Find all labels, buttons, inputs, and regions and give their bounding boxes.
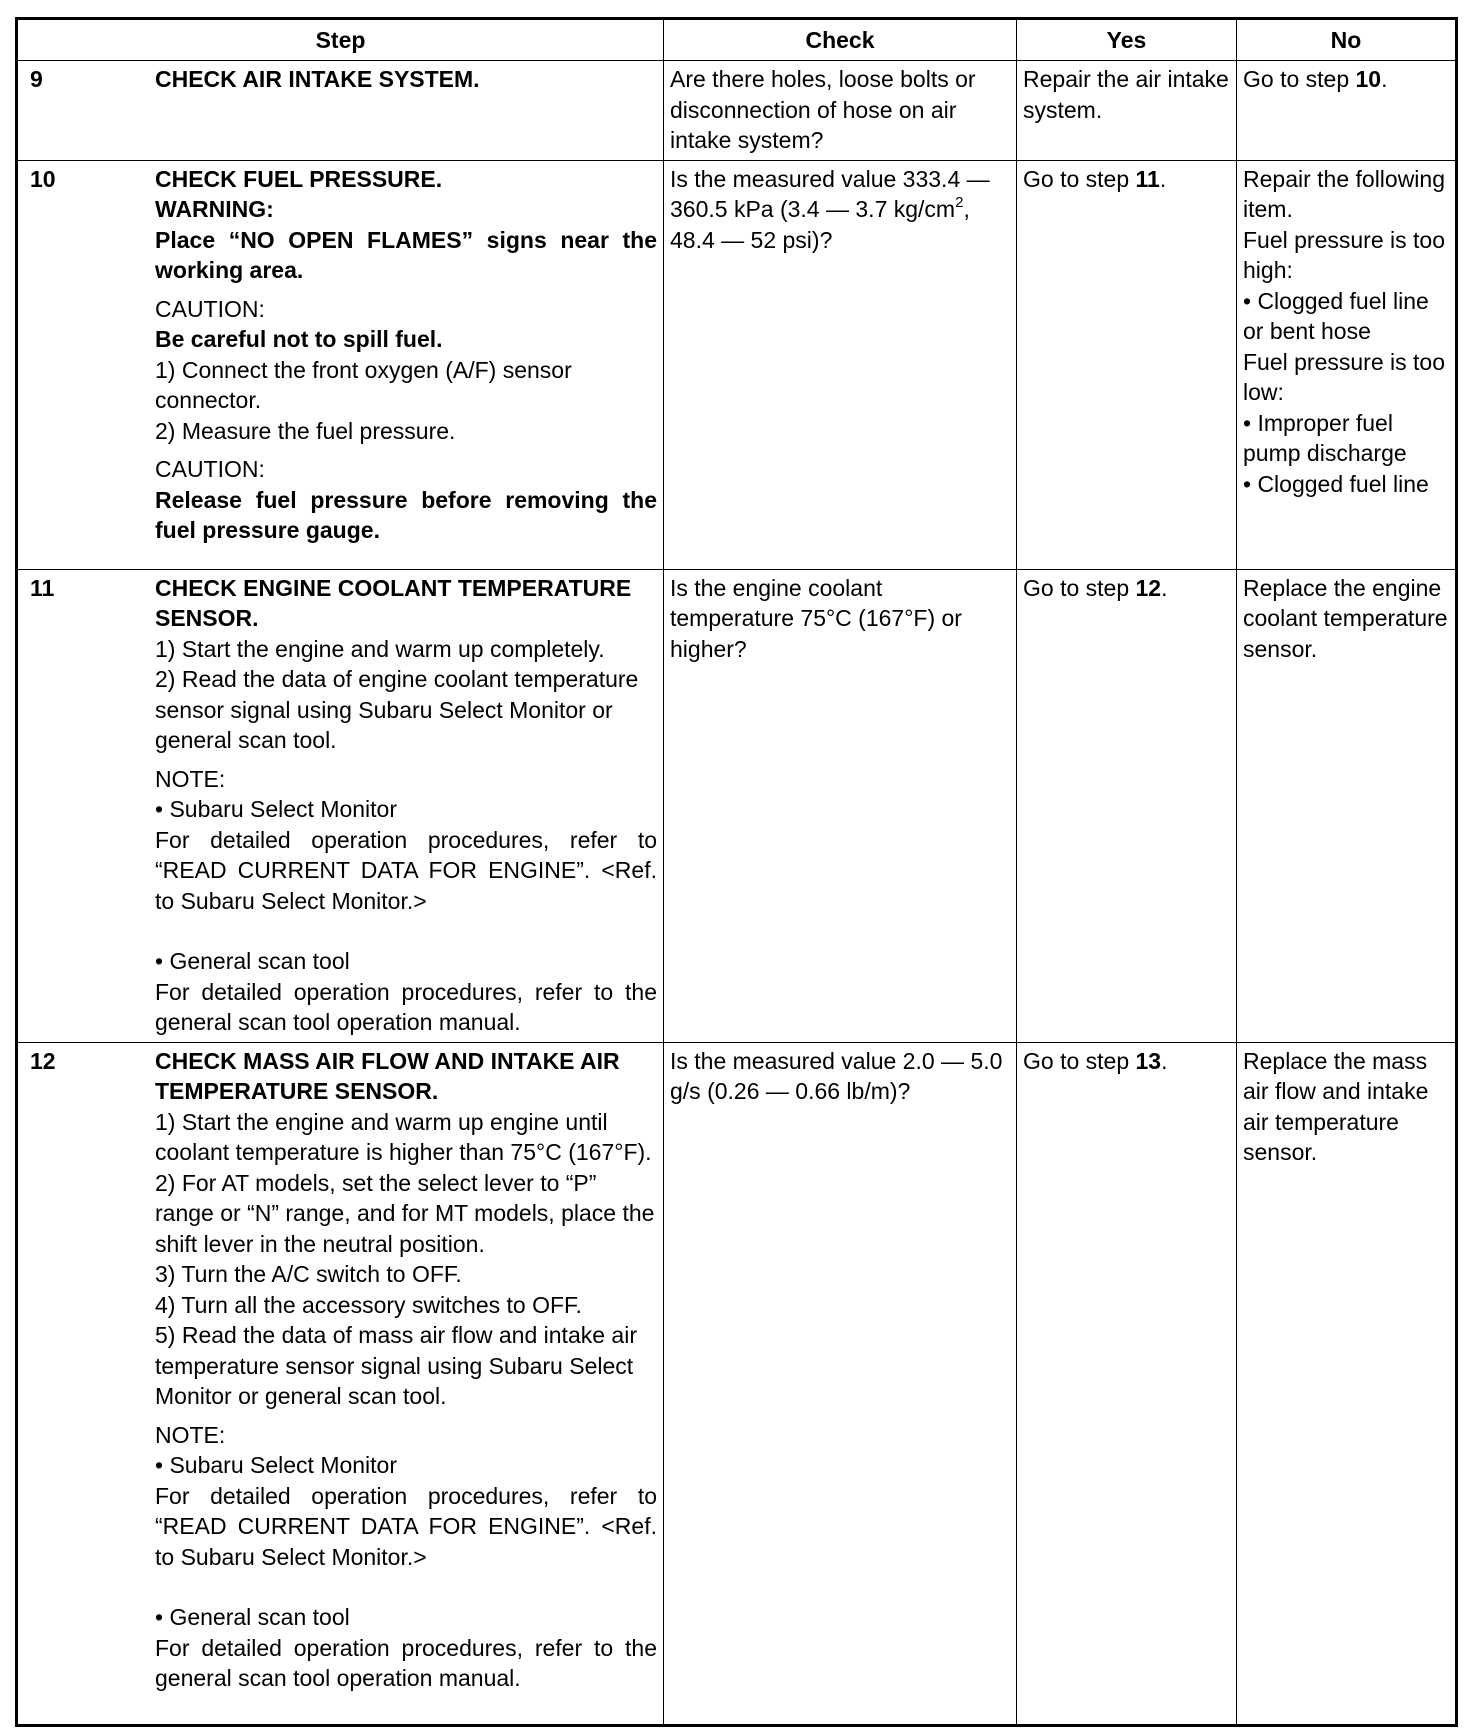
step-title: CHECK AIR INTAKE SYSTEM. <box>155 66 480 92</box>
table-row <box>17 1042 1457 1725</box>
procedure-step: 5) Read the data of mass air flow and intake air temperature sensor signal using Subaru Select Monitor or general scan tool. <box>155 1322 637 1409</box>
no-line: • Clogged fuel line <box>1243 470 1429 497</box>
note-text: For detailed operation procedures, refer to “READ CURRENT DATA FOR ENGINE”. <Ref. to Subaru Select Monitor.> <box>155 1482 657 1570</box>
warning-text: Place “NO OPEN FLAMES” signs near the working area. <box>155 226 657 283</box>
step-number: 12 <box>30 1047 56 1074</box>
note-bullet: • General scan tool <box>155 948 350 974</box>
step-title: CHECK MASS AIR FLOW AND INTAKE AIR TEMPERATURE SENSOR. <box>155 1047 620 1104</box>
step-number: 9 <box>30 66 43 92</box>
no-line: Repair the following item. <box>1243 165 1446 222</box>
note-text: For detailed operation procedures, refer to the general scan tool operation manual. <box>155 978 657 1035</box>
header-check: Check <box>664 19 1017 61</box>
no-cell: Replace the engine coolant temperature sensor. <box>1237 569 1457 1042</box>
no-cell: Replace the mass air flow and intake air temperature sensor. <box>1237 1042 1457 1725</box>
header-step: Step <box>17 19 664 61</box>
step-title: CHECK ENGINE COOLANT TEMPERATURE SENSOR. <box>155 574 632 631</box>
caution-text: Be careful not to spill fuel. <box>155 326 443 352</box>
note-bullet: • Subaru Select Monitor <box>155 1452 398 1478</box>
caution-label: CAUTION: <box>155 456 265 482</box>
note-text: For detailed operation procedures, refer to “READ CURRENT DATA FOR ENGINE”. <Ref. to Subaru Select Monitor.> <box>155 826 657 914</box>
yes-cell: Go to step 12. <box>1017 569 1237 1042</box>
step-number: 11 <box>30 574 55 601</box>
check-cell: Is the measured value 2.0 — 5.0 g/s (0.26 — 0.66 lb/m)? <box>664 1042 1017 1725</box>
table-header-row <box>17 19 1457 61</box>
no-line: • Improper fuel pump discharge <box>1243 409 1407 466</box>
step-cell <box>17 61 664 161</box>
caution-text: Release fuel pressure before removing the fuel pressure gauge. <box>155 486 657 543</box>
procedure-step: 2) Read the data of engine coolant temperature sensor signal using Subaru Select Monitor or general scan tool. <box>155 666 639 753</box>
header-no: No <box>1237 19 1457 61</box>
go-to-step-link[interactable]: 13 <box>1135 1047 1162 1074</box>
table-row <box>17 569 1457 1042</box>
caution-label: CAUTION: <box>155 295 265 322</box>
step-number: 10 <box>30 165 56 192</box>
step-cell <box>17 1042 664 1725</box>
procedure-step: 1) Start the engine and warm up completely. <box>155 635 605 662</box>
procedure-step: 1) Connect the front oxygen (A/F) sensor connector. <box>155 356 572 413</box>
procedure-step: 3) Turn the A/C switch to OFF. <box>155 1261 462 1287</box>
procedure-step: 2) Measure the fuel pressure. <box>155 417 456 444</box>
no-line: Fuel pressure is too low: <box>1243 348 1445 405</box>
step-title: CHECK FUEL PRESSURE. <box>155 165 443 192</box>
header-yes: Yes <box>1017 19 1237 61</box>
procedure-step: 2) For AT models, set the select lever to “P” range or “N” range, and for MT models, place the shift lever in the neutral position. <box>155 1169 655 1257</box>
note-label: NOTE: <box>155 1421 226 1448</box>
table-row <box>17 160 1457 569</box>
go-to-step-link[interactable]: 11 <box>1135 165 1160 192</box>
procedure-step: 4) Turn all the accessory switches to OFF. <box>155 1291 582 1318</box>
warning-label: WARNING: <box>155 196 274 222</box>
procedure-step: 1) Start the engine and warm up engine until coolant temperature is higher than 75°C (167°F). <box>155 1108 652 1165</box>
no-line: Fuel pressure is too high: <box>1243 226 1445 283</box>
step-cell <box>17 160 664 569</box>
note-label: NOTE: <box>155 765 226 792</box>
note-bullet: • Subaru Select Monitor <box>155 796 398 822</box>
note-text: For detailed operation procedures, refer to the general scan tool operation manual. <box>155 1634 657 1691</box>
no-cell <box>1237 160 1457 569</box>
check-cell: Is the engine coolant temperature 75°C (167°F) or higher? <box>664 569 1017 1042</box>
go-to-step-link[interactable]: 12 <box>1135 574 1162 601</box>
step-cell <box>17 569 664 1042</box>
check-cell: Is the measured value 333.4 — 360.5 kPa (3.4 — 3.7 $kg/cm^2$, 48.4 — 52 psi)? <box>664 160 1017 569</box>
table-row <box>17 61 1457 161</box>
no-line: • Clogged fuel line or bent hose <box>1243 287 1429 344</box>
yes-cell: Repair the air intake system. <box>1017 61 1237 161</box>
note-bullet: • General scan tool <box>155 1604 350 1630</box>
diagnostic-procedure-table <box>15 17 1458 1727</box>
no-cell: Go to step 10. <box>1237 61 1457 161</box>
go-to-step-link[interactable]: 10 <box>1355 66 1382 92</box>
check-cell: Are there holes, loose bolts or disconnection of hose on air intake system? <box>664 61 1017 161</box>
yes-cell: Go to step 11. <box>1017 160 1237 569</box>
yes-cell: Go to step 13. <box>1017 1042 1237 1725</box>
